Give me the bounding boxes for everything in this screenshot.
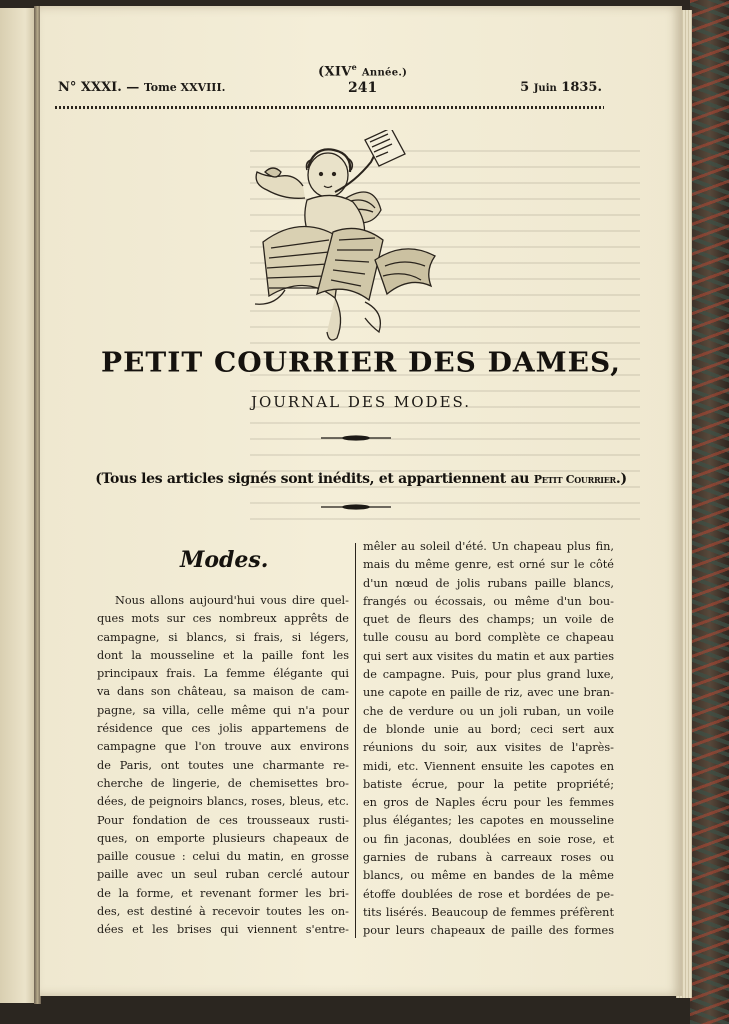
annee-word: Année.) xyxy=(361,67,408,79)
article-line: campagne que l'on trouve aux environs xyxy=(97,740,349,754)
article-line: réunions du soir, aux visites de l'après- xyxy=(363,741,614,755)
copyright-notice xyxy=(40,471,682,487)
article-line: che de verdure ou un joli ruban, un voile xyxy=(363,704,614,718)
article-line: tulle cousu au bord complète ce chapeau xyxy=(363,631,614,645)
article-line: en gros de Naples écru pour les femmes xyxy=(363,796,614,810)
article-line: de la forme, et revenant former les bri- xyxy=(97,886,349,900)
article-line: ou fin jaconas, doublées en soie rose, et xyxy=(363,832,614,846)
article-line: résidence que ces jolis appartemens de xyxy=(97,722,349,736)
annee-sup: e xyxy=(351,62,357,72)
year-of-publication xyxy=(318,62,407,79)
article-line: mais du même genre, est orné sur le côté xyxy=(363,558,614,572)
tome-text: Tome XXVIII. xyxy=(143,81,226,94)
article-line: batiste écrue, pour la petite propriété; xyxy=(363,777,614,791)
article-line: qui sert aux visites du matin et aux parties xyxy=(363,649,614,663)
article-line: de Paris, ont toutes une charmante re- xyxy=(97,758,349,772)
article-heading: Modes. xyxy=(180,547,269,573)
annee-prefix: (XIV xyxy=(318,64,352,80)
numero-text: N° XXXI. — xyxy=(58,80,144,95)
article-line: blancs, ou même en bandes de la même xyxy=(363,869,614,883)
article-line: paille cousue : celui du matin, en grosse xyxy=(97,850,349,864)
article-line: dées et les brises qui viennent s'entre- xyxy=(97,923,349,937)
article-line: pour leurs chapeaux de paille des formes xyxy=(363,924,614,938)
header-dotted-rule xyxy=(55,106,604,109)
article-line: dées, de peignoirs blancs, roses, bleus, etc. xyxy=(97,795,349,809)
date-prefix: 5 xyxy=(520,80,534,95)
issue-number xyxy=(58,80,225,95)
article-line: plus élégantes; les capotes en mousseline xyxy=(363,814,614,828)
article-line: cherche de lingerie, de chemisettes bro- xyxy=(97,776,349,790)
masthead-title: PETIT COURRIER DES DAMES, xyxy=(101,346,621,379)
article-line: pagne, sa villa, celle même qui n'a pour xyxy=(97,703,349,717)
notice-end: .) xyxy=(615,471,627,487)
column-divider xyxy=(355,543,356,938)
article-line: va dans son château, sa maison de cam- xyxy=(97,685,349,699)
page-header xyxy=(58,58,608,102)
divider-ornament-icon xyxy=(321,503,391,511)
article-line: d'un nœud de jolis rubans paille blancs, xyxy=(363,576,614,590)
article-line: Pour fondation de ces trousseaux rusti- xyxy=(97,813,349,827)
right-column xyxy=(363,538,614,941)
notice-text: (Tous les articles signés sont inédits, et appartiennent au xyxy=(95,471,534,487)
page-number: 241 xyxy=(348,80,378,96)
date-month: Juin xyxy=(533,83,557,94)
article-line: ques mots sur ces nombreux apprêts de xyxy=(97,612,349,626)
article-line: Nous allons aujourd'hui vous dire quel- xyxy=(115,594,349,607)
article-line: de campagne. Puis, pour plus grand luxe, xyxy=(363,668,614,682)
article-line: ques, on emporte plusieurs chapeaux de xyxy=(97,831,349,845)
date-year: 1835. xyxy=(556,80,602,95)
article-line: mêler au soleil d'été. Un chapeau plus fin, xyxy=(363,540,614,553)
cherub-vignette-icon xyxy=(215,130,455,345)
issue-date xyxy=(520,80,602,95)
article-line: dont la mousseline et la paille font les xyxy=(97,648,349,662)
facing-page-edge xyxy=(0,8,36,1003)
article-line: garnies de rubans à carreaux roses ou xyxy=(363,851,614,865)
notice-journal: Petit Courrier xyxy=(533,473,616,486)
article-line: de blonde unie au bord; ceci sert aux xyxy=(363,722,614,736)
article-line: des, est destiné à recevoir toutes les on- xyxy=(97,905,349,919)
article-line: midi, etc. Viennent ensuite les capotes en xyxy=(363,759,614,773)
article-line: frangés ou écossais, ou même d'un bou- xyxy=(363,594,614,608)
article-line: paille avec un seul ruban cerclé autour xyxy=(97,868,349,882)
divider-ornament-icon xyxy=(321,434,391,442)
article-line: campagne, si blancs, si frais, si légers, xyxy=(97,630,349,644)
left-column xyxy=(97,592,349,940)
masthead-subtitle: JOURNAL DES MODES. xyxy=(250,393,472,411)
article-line: une capote en paille de riz, avec une bran- xyxy=(363,686,614,700)
article-line: principaux frais. La femme élégante qui xyxy=(97,667,349,681)
article-line: étoffe doublées de rose et bordées de pe- xyxy=(363,887,614,901)
marbled-cover-edge xyxy=(690,0,729,1024)
article-line: quet de fleurs des champs; un voile de xyxy=(363,613,614,627)
article-line: tits lisérés. Beaucoup de femmes préfèrent xyxy=(363,905,614,919)
